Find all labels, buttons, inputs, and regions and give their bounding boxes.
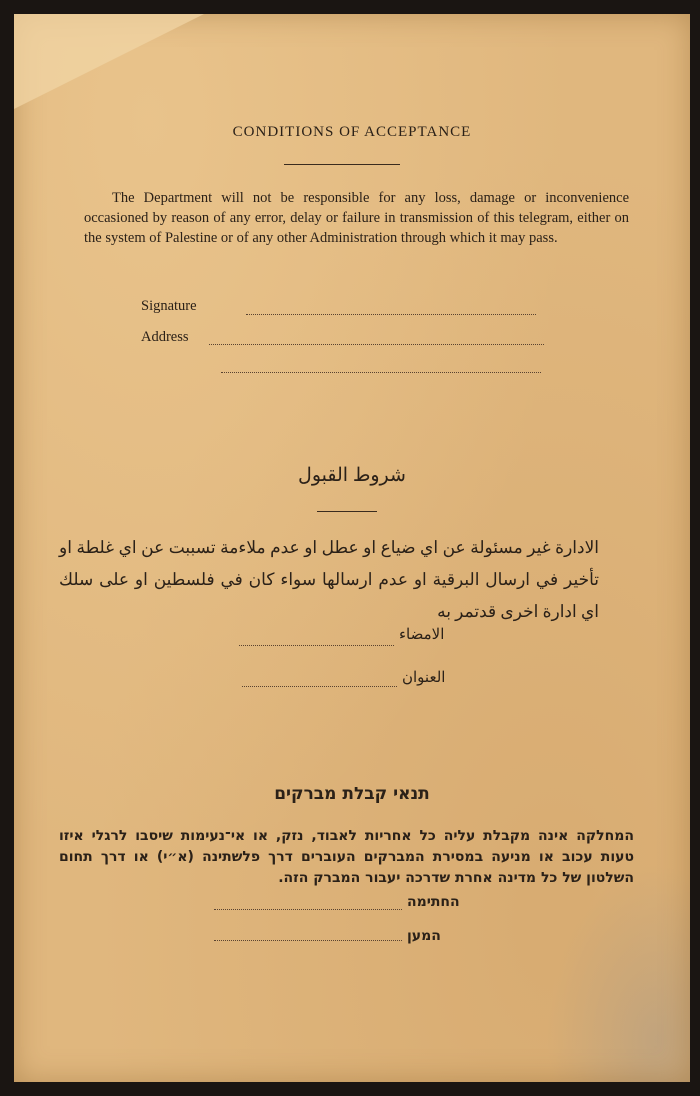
arabic-address-label: العنوان — [402, 670, 446, 686]
arabic-conditions-text: الادارة غير مسئولة عن اي ضياع او عطل او عدم ملاءمة تسببت عن اي غلطة او تأخير في ارسال البرقية او عدم ارسالها سواء كان في فلسطين او على سلك اي ادارة اخرى قدتمر به — [59, 538, 599, 621]
english-address-line-2 — [221, 372, 541, 373]
arabic-signature-label: الامضاء — [399, 627, 445, 643]
english-conditions-text: The Department will not be responsible for any loss, damage or inconvenience occasioned by reason of any error, delay or failure in transmission of this telegram, either on the system of Palestine or of any other Administration through which it may pass. — [84, 190, 629, 246]
english-address-label: Address — [141, 329, 189, 345]
english-address-line — [209, 344, 544, 345]
hebrew-signature-label: החתימה — [407, 894, 460, 910]
english-signature-label: Signature — [141, 298, 197, 314]
hebrew-conditions-text: המחלקה אינה מקבלת עליה כל אחריות לאבוד, נזק, או אי־נעימות שיסבו לרגלי איזו טעות עכוב או מניעה במסירת המברקים העוברים דרך פלשתינה (א״י) או דרך תחום השלטון של כל מדינה אחרת שדרכה יעבור המברק הזה. — [59, 828, 634, 886]
english-heading: CONDITIONS OF ACCEPTANCE — [232, 124, 472, 140]
hebrew-heading: תנאי קבלת מברקים — [274, 784, 430, 804]
hebrew-address-line — [214, 940, 402, 941]
arabic-heading-rule — [317, 511, 377, 512]
arabic-heading: شروط القبول — [298, 465, 406, 486]
arabic-address-line — [242, 686, 397, 687]
telegram-form-back — [14, 14, 690, 1082]
english-signature-line — [246, 314, 536, 315]
hebrew-signature-line — [214, 909, 402, 910]
hebrew-address-label: המען — [407, 928, 441, 944]
folded-corner — [14, 14, 204, 109]
arabic-signature-line — [239, 645, 394, 646]
english-heading-rule — [284, 164, 400, 165]
